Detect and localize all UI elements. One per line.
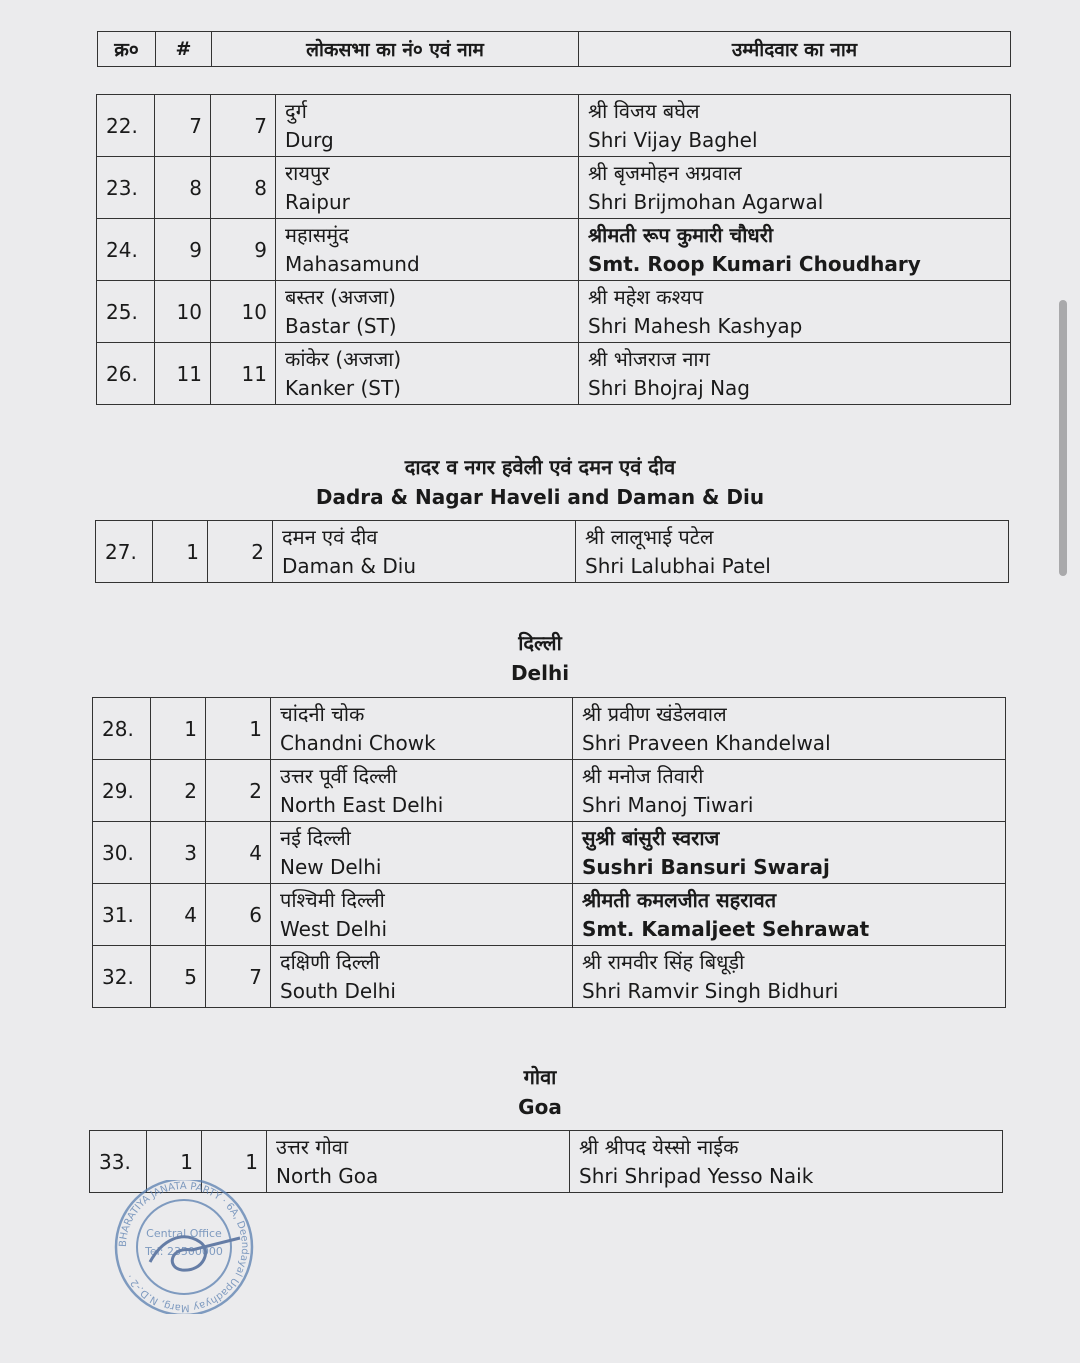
state-index: 5 — [151, 946, 206, 1008]
constituency-name-hindi: महासमुंद — [285, 222, 349, 247]
constituency-name-english: Kanker (ST) — [285, 375, 401, 400]
state-index: 3 — [151, 822, 206, 884]
candidate-name-english: Sushri Bansuri Swaraj — [582, 854, 830, 879]
state-index: 10 — [155, 281, 211, 343]
goa-heading — [0, 1062, 1080, 1122]
constituency-name — [271, 946, 573, 1008]
candidate-name-hindi: श्रीमती कमलजीत सहरावत — [582, 887, 777, 912]
candidate-name — [570, 1131, 1003, 1193]
serial-number: 30. — [93, 822, 151, 884]
candidate-name-english: Smt. Roop Kumari Choudhary — [588, 251, 921, 276]
constituency-name-hindi: उत्तर पूर्वी दिल्ली — [280, 763, 397, 788]
state-index: 1 — [151, 698, 206, 760]
stamp-ring-text: BHARATIYA JANATA PARTY · 6A, Deendayal Upadhyay Marg, N.D.-2 · — [117, 1180, 251, 1314]
candidate-name-english: Shri Mahesh Kashyap — [588, 313, 803, 338]
candidate-name — [579, 343, 1011, 405]
candidate-name-hindi: श्री बृजमोहन अग्रवाल — [588, 160, 742, 185]
header-lok-sabha: लोकसभा का नं० एवं नाम — [212, 32, 579, 67]
table-row — [97, 95, 1011, 157]
dnhdd-table — [95, 520, 1009, 583]
candidate-name-english: Smt. Kamaljeet Sehrawat — [582, 916, 870, 941]
serial-number: 26. — [97, 343, 155, 405]
constituency-name-hindi: बस्तर (अजजा) — [285, 284, 396, 309]
constituency-name-hindi: उत्तर गोवा — [276, 1134, 349, 1159]
delhi-heading — [0, 628, 1080, 688]
constituency-name — [273, 521, 576, 583]
constituency-name-english: Durg — [285, 127, 334, 152]
constituency-name-english: South Delhi — [280, 978, 396, 1003]
constituency-name — [271, 822, 573, 884]
table-row — [97, 281, 1011, 343]
candidate-name-english: Shri Bhojraj Nag — [588, 375, 751, 400]
candidate-name — [573, 822, 1006, 884]
serial-number: 31. — [93, 884, 151, 946]
constituency-number: 4 — [206, 822, 271, 884]
constituency-name — [276, 157, 579, 219]
header-hash: # — [156, 32, 212, 67]
table-row — [93, 698, 1006, 760]
table-row — [93, 760, 1006, 822]
dnhdd-heading — [0, 452, 1080, 512]
constituency-name — [276, 95, 579, 157]
constituency-name-english: North East Delhi — [280, 792, 444, 817]
constituency-name — [271, 760, 573, 822]
delhi-title-hindi: दिल्ली — [518, 631, 562, 655]
serial-number: 29. — [93, 760, 151, 822]
candidate-name-hindi: श्री प्रवीण खंडेलवाल — [582, 701, 727, 726]
header-kram: क्र० — [98, 32, 156, 67]
constituency-name-hindi: दक्षिणी दिल्ली — [280, 949, 380, 974]
candidate-name-hindi: श्रीमती रूप कुमारी चौधरी — [588, 222, 774, 247]
constituency-number: 10 — [211, 281, 276, 343]
header-candidate: उम्मीदवार का नाम — [579, 32, 1011, 67]
state-index: 11 — [155, 343, 211, 405]
candidate-name — [579, 219, 1011, 281]
state-index: 9 — [155, 219, 211, 281]
candidate-name-hindi: सुश्री बांसुरी स्वराज — [582, 825, 720, 850]
candidate-name — [573, 884, 1006, 946]
candidate-name-hindi: श्री लालूभाई पटेल — [585, 524, 714, 549]
candidate-name — [573, 698, 1006, 760]
candidate-name-english: Shri Brijmohan Agarwal — [588, 189, 824, 214]
state-index: 8 — [155, 157, 211, 219]
candidate-name-hindi: श्री विजय बघेल — [588, 98, 700, 123]
constituency-name-hindi: कांकेर (अजजा) — [285, 346, 402, 371]
serial-number: 25. — [97, 281, 155, 343]
goa-title-english: Goa — [518, 1095, 562, 1119]
constituency-name-english: New Delhi — [280, 854, 382, 879]
state-index: 1 — [153, 521, 208, 583]
candidate-name-hindi: श्री श्रीपद येस्सो नाईक — [579, 1134, 739, 1159]
serial-number: 24. — [97, 219, 155, 281]
candidate-name-english: Shri Praveen Khandelwal — [582, 730, 831, 755]
constituency-number: 7 — [206, 946, 271, 1008]
candidate-name — [576, 521, 1009, 583]
stamp-center-line1: Central Office — [146, 1227, 222, 1240]
serial-number: 33. — [90, 1131, 147, 1193]
constituency-name — [276, 343, 579, 405]
goa-title-hindi: गोवा — [523, 1065, 557, 1089]
serial-number: 28. — [93, 698, 151, 760]
constituency-name — [276, 281, 579, 343]
dnhdd-title-english: Dadra & Nagar Haveli and Daman & Diu — [315, 485, 765, 509]
constituency-number: 6 — [206, 884, 271, 946]
constituency-name-english: Raipur — [285, 189, 350, 214]
candidate-name-hindi: श्री मनोज तिवारी — [582, 763, 704, 788]
constituency-name-english: North Goa — [276, 1163, 379, 1188]
constituency-name-hindi: चांदनी चोक — [280, 701, 365, 726]
constituency-number: 2 — [208, 521, 273, 583]
serial-number: 22. — [97, 95, 155, 157]
constituency-number: 1 — [202, 1131, 267, 1193]
candidate-name — [573, 760, 1006, 822]
constituency-number: 2 — [206, 760, 271, 822]
constituency-name-english: Mahasamund — [285, 251, 420, 276]
candidate-name-english: Shri Shripad Yesso Naik — [579, 1163, 814, 1188]
constituency-name-english: Bastar (ST) — [285, 313, 397, 338]
delhi-table — [92, 697, 1006, 1008]
candidate-name-english: Shri Lalubhai Patel — [585, 553, 771, 578]
delhi-title-english: Delhi — [510, 661, 570, 685]
state-index: 4 — [151, 884, 206, 946]
column-header-table — [97, 31, 1011, 67]
serial-number: 23. — [97, 157, 155, 219]
constituency-number: 11 — [211, 343, 276, 405]
constituency-name — [276, 219, 579, 281]
table-row — [96, 521, 1009, 583]
constituency-name — [271, 884, 573, 946]
constituency-name-english: Daman & Diu — [282, 553, 417, 578]
table-row — [97, 219, 1011, 281]
candidate-name-hindi: श्री रामवीर सिंह बिधूड़ी — [582, 949, 745, 974]
candidate-name-hindi: श्री भोजराज नाग — [588, 346, 710, 371]
party-seal-stamp — [112, 1180, 256, 1314]
constituency-name-hindi: पश्चिमी दिल्ली — [280, 887, 385, 912]
constituency-number: 9 — [211, 219, 276, 281]
vertical-scrollbar[interactable] — [1059, 300, 1067, 576]
table-row — [93, 884, 1006, 946]
candidate-name-english: Shri Manoj Tiwari — [582, 792, 754, 817]
candidate-name-english: Shri Ramvir Singh Bidhuri — [582, 978, 839, 1003]
candidate-name — [573, 946, 1006, 1008]
state-index: 1 — [147, 1131, 202, 1193]
constituency-name-hindi: दमन एवं दीव — [282, 524, 378, 549]
constituency-number: 7 — [211, 95, 276, 157]
state-index: 2 — [151, 760, 206, 822]
candidate-name — [579, 95, 1011, 157]
constituency-number: 8 — [211, 157, 276, 219]
candidate-name-english: Shri Vijay Baghel — [588, 127, 758, 152]
constituency-name — [267, 1131, 570, 1193]
constituency-name-english: West Delhi — [280, 916, 388, 941]
table-row — [93, 946, 1006, 1008]
constituency-name-hindi: दुर्ग — [285, 98, 307, 123]
candidate-name-hindi: श्री महेश कश्यप — [588, 284, 704, 309]
candidate-name — [579, 157, 1011, 219]
serial-number: 27. — [96, 521, 153, 583]
candidate-name — [579, 281, 1011, 343]
constituency-name — [271, 698, 573, 760]
table-row — [93, 822, 1006, 884]
stamp-center-line2: Tel: 23500000 — [145, 1245, 223, 1258]
serial-number: 32. — [93, 946, 151, 1008]
table-row — [97, 343, 1011, 405]
table-row — [97, 157, 1011, 219]
constituency-name-english: Chandni Chowk — [280, 730, 436, 755]
state-index: 7 — [155, 95, 211, 157]
constituency-number: 1 — [206, 698, 271, 760]
dnhdd-title-hindi: दादर व नगर हवेली एवं दमन एवं दीव — [404, 455, 676, 479]
chhattisgarh-table — [96, 94, 1011, 405]
constituency-name-hindi: रायपुर — [285, 160, 330, 185]
constituency-name-hindi: नई दिल्ली — [280, 825, 351, 850]
